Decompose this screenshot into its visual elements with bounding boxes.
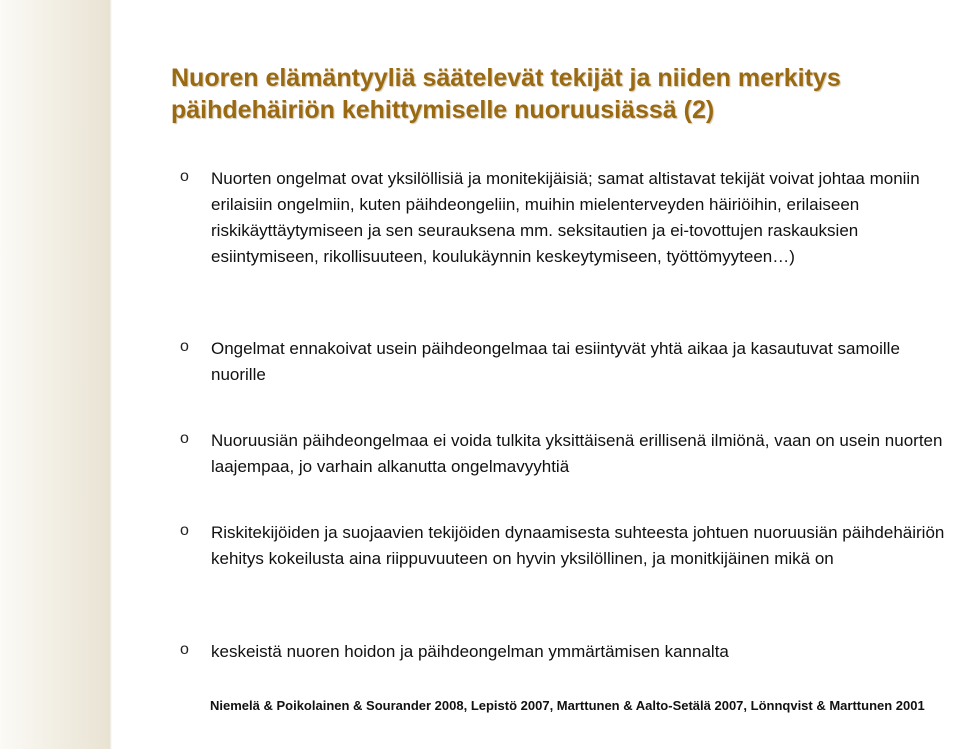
- bullet-marker: o: [180, 430, 189, 447]
- bullet-text: Nuoruusiän päihdeongelmaa ei voida tulkita yksittäisenä erillisenä ilmiönä, vaan on usein nuorten laajempaa, jo varhain alkanutta ongelmavyyhtiä: [211, 431, 943, 476]
- bullet-marker: o: [180, 522, 189, 539]
- bullet-text: Riskitekijöiden ja suojaavien tekijöiden dynaamisesta suhteesta johtuen nuoruusiän päihdehäiriön kehitys kokeilusta aina riippuvuuteen on hyvin yksilöllinen, ja monitkijäinen mikä on: [211, 523, 945, 568]
- reference-citation: Niemelä & Poikolainen & Sourander 2008, Lepistö 2007, Marttunen & Aalto-Setälä 2007, Lönnqvist & Marttunen 2001: [210, 698, 925, 713]
- bullet-text: Ongelmat ennakoivat usein päihdeongelmaa tai esiintyvät yhtä aikaa ja kasautuvat samoille nuorille: [211, 339, 900, 384]
- bullet-marker: o: [180, 338, 189, 355]
- bullet-text: Nuorten ongelmat ovat yksilöllisiä ja monitekijäisiä; samat altistavat tekijät voivat johtaa moniin erilaisiin ongelmiin, kuten päihdeongeliin, muihin mielenterveyden häiriöihin, erilaiseen riskikäyttäytymiseen ja sen seurauksena mm. seksitautien ja ei-tovottujen raskauksien esiintymiseen, rikollisuuteen, koulukäynnin keskeytymiseen, työttömyyteen…): [211, 169, 920, 266]
- bullet-marker: o: [180, 168, 189, 185]
- bullet-text: keskeistä nuoren hoidon ja päihdeongelman ymmärtämisen kannalta: [211, 642, 729, 661]
- slide-title-line-1: Nuoren elämäntyyliä säätelevät tekijät ja niiden merkitys: [171, 64, 841, 92]
- slide-title-line-2: päihdehäiriön kehittymiselle nuoruusiässä (2): [171, 96, 715, 124]
- bullet-marker: o: [180, 641, 189, 658]
